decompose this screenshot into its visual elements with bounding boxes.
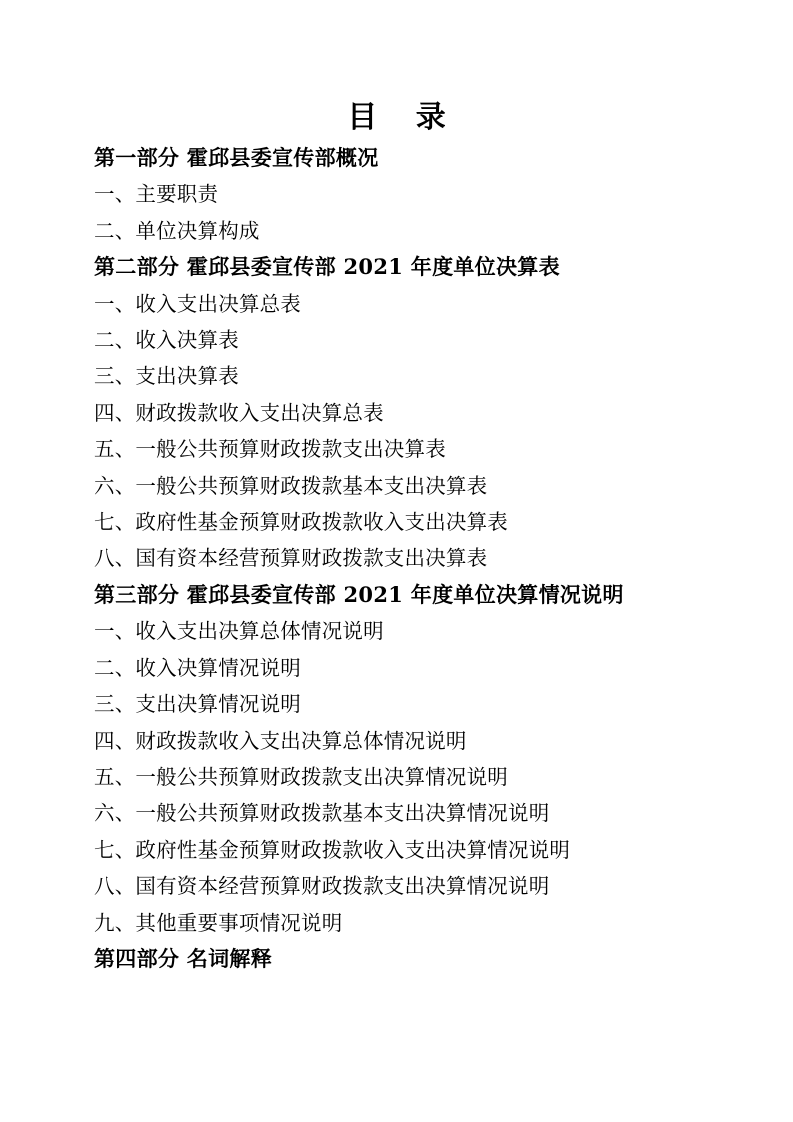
toc-item[interactable]: 五、一般公共预算财政拨款支出决算情况说明 <box>94 764 508 789</box>
toc-item[interactable]: 四、财政拨款收入支出决算总表 <box>94 400 384 425</box>
toc-part-heading[interactable]: 第一部分 霍邱县委宣传部概况 <box>94 145 379 170</box>
table-of-contents <box>94 140 714 977</box>
toc-part-heading[interactable]: 第二部分 霍邱县委宣传部 2021 年度单位决算表 <box>94 254 560 280</box>
toc-item[interactable]: 二、收入决算情况说明 <box>94 655 301 680</box>
toc-item[interactable]: 六、一般公共预算财政拨款基本支出决算表 <box>94 473 488 498</box>
toc-item[interactable]: 八、国有资本经营预算财政拨款支出决算表 <box>94 546 488 571</box>
toc-item[interactable]: 九、其他重要事项情况说明 <box>94 910 343 935</box>
toc-part-heading[interactable]: 第三部分 霍邱县委宣传部 2021 年度单位决算情况说明 <box>94 581 624 607</box>
toc-part-heading[interactable]: 第四部分 名词解释 <box>94 945 273 971</box>
toc-item[interactable]: 六、一般公共预算财政拨款基本支出决算情况说明 <box>94 801 550 826</box>
toc-item[interactable]: 一、收入支出决算总表 <box>94 291 301 316</box>
toc-item[interactable]: 三、支出决算表 <box>94 364 239 389</box>
toc-item[interactable]: 三、支出决算情况说明 <box>94 692 301 717</box>
toc-item[interactable]: 五、一般公共预算财政拨款支出决算表 <box>94 437 446 462</box>
toc-item[interactable]: 七、政府性基金预算财政拨款收入支出决算表 <box>94 510 508 535</box>
toc-item[interactable]: 二、单位决算构成 <box>94 218 260 243</box>
toc-item[interactable]: 一、主要职责 <box>94 182 219 207</box>
toc-item[interactable]: 七、政府性基金预算财政拨款收入支出决算情况说明 <box>94 837 571 862</box>
toc-item[interactable]: 二、收入决算表 <box>94 328 239 353</box>
toc-item[interactable]: 四、财政拨款收入支出决算总体情况说明 <box>94 728 467 753</box>
toc-item[interactable]: 八、国有资本经营预算财政拨款支出决算情况说明 <box>94 874 550 899</box>
toc-item[interactable]: 一、收入支出决算总体情况说明 <box>94 619 384 644</box>
page-title: 目 录 <box>347 100 460 135</box>
